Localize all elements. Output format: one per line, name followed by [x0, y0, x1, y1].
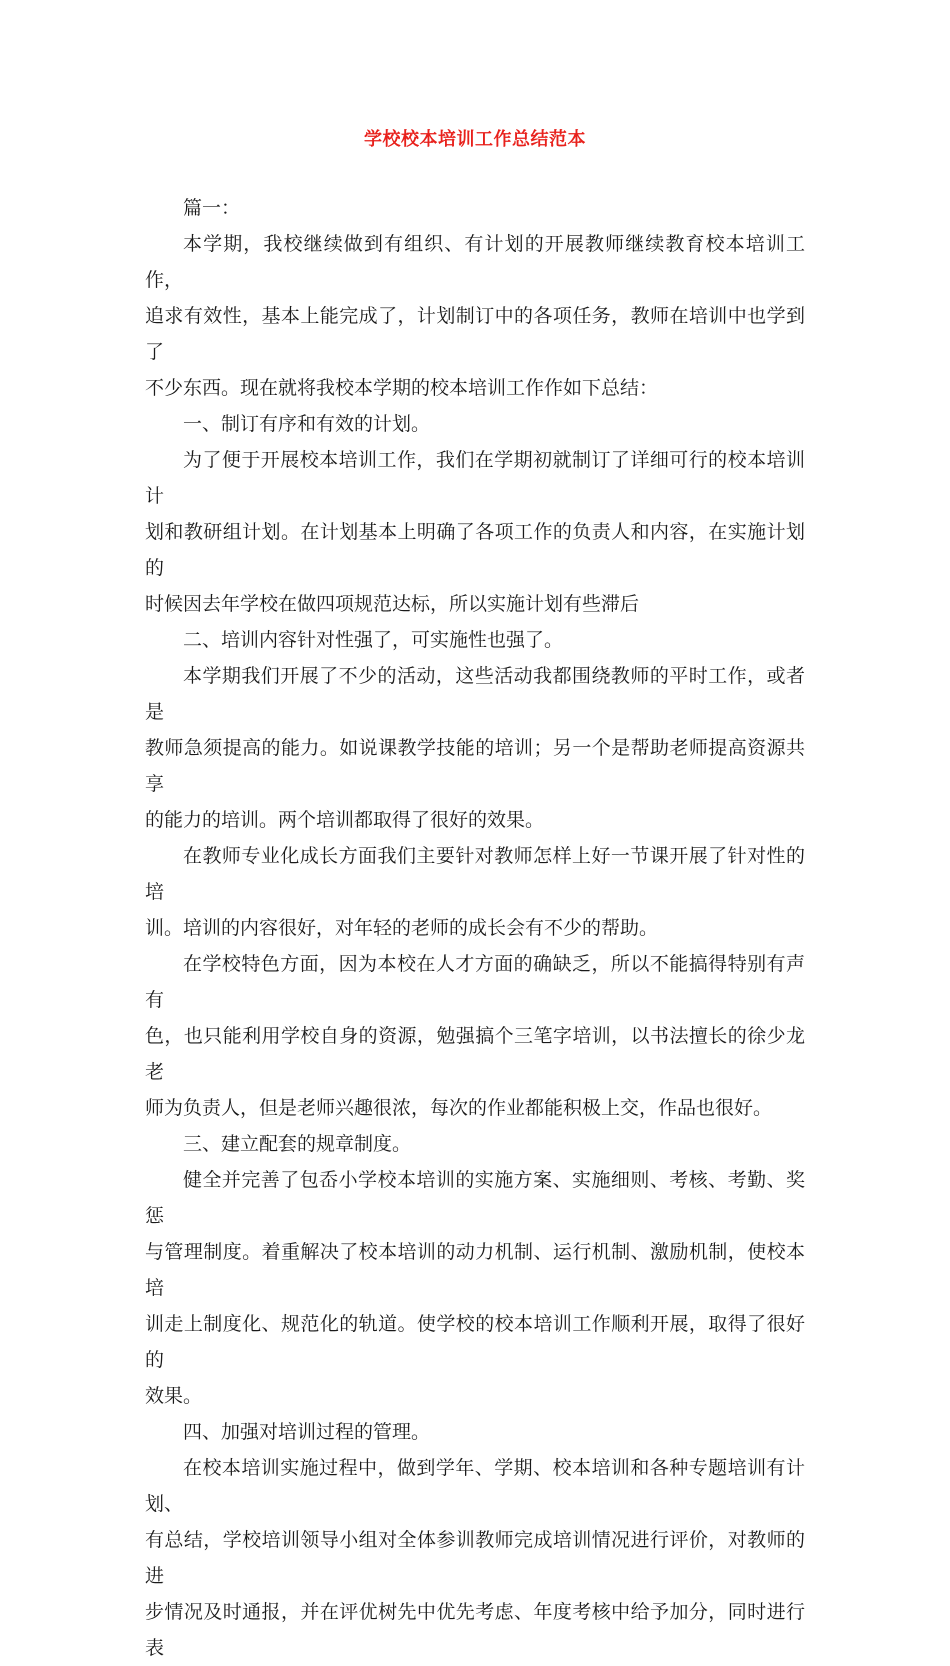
heading-two: 二、培训内容针对性强了，可实施性也强了。 — [183, 629, 564, 651]
paragraph-section-label: 篇一： — [183, 197, 241, 219]
paragraph: 本学期我们开展了不少的活动，这些活动我都围绕教师的平时工作，或者是 教师急须提高的能力。如说课教学技能的培训；另一个是帮助老师提高资源共享 的能力的培训。两个培训都取得了很好的效果。 — [145, 665, 805, 831]
heading-three: 三、建立配套的规章制度。 — [183, 1133, 412, 1155]
document-title: 学校校本培训工作总结范本 — [364, 129, 586, 150]
paragraph: 为了便于开展校本培训工作，我们在学期初就制订了详细可行的校本培训计 划和教研组计划。在计划基本上明确了各项工作的负责人和内容，在实施计划的 时候因去年学校在做四项规范达标，所以实施计划有些滞后 — [145, 449, 805, 615]
document-body — [145, 190, 805, 1666]
heading-four: 四、加强对培训过程的管理。 — [183, 1421, 431, 1443]
paragraph: 在校本培训实施过程中，做到学年、学期、校本培训和各种专题培训有计划、 有总结，学校培训领导小组对全体参训教师完成培训情况进行评价，对教师的进 步情况及时通报，并在评优树先中优先考虑、年度考核中给予加分，同时进行表 — [145, 1457, 805, 1659]
paragraph: 在教师专业化成长方面我们主要针对教师怎样上好一节课开展了针对性的培 训。培训的内容很好，对年轻的老师的成长会有不少的帮助。 — [145, 845, 805, 939]
paragraph: 在学校特色方面，因为本校在人才方面的确缺乏，所以不能搞得特别有声有 色，也只能利用学校自身的资源，勉强搞个三笔字培训，以书法擅长的徐少龙老 师为负责人，但是老师兴趣很浓，每次的作业都能积极上交，作品也很好。 — [145, 953, 805, 1119]
paragraph-intro: 本学期，我校继续做到有组织、有计划的开展教师继续教育校本培训工作， 追求有效性，基本上能完成了，计划制订中的各项任务，教师在培训中也学到了 不少东西。现在就将我校本学期的校本培训工作作如下总结： — [145, 233, 805, 399]
heading-one: 一、制订有序和有效的计划。 — [183, 413, 431, 435]
paragraph: 健全并完善了包岙小学校本培训的实施方案、实施细则、考核、考勤、奖惩 与管理制度。着重解决了校本培训的动力机制、运行机制、激励机制，使校本培 训走上制度化、规范化的轨道。使学校的校本培训工作顺利开展，取得了很好的 效果。 — [145, 1169, 805, 1407]
